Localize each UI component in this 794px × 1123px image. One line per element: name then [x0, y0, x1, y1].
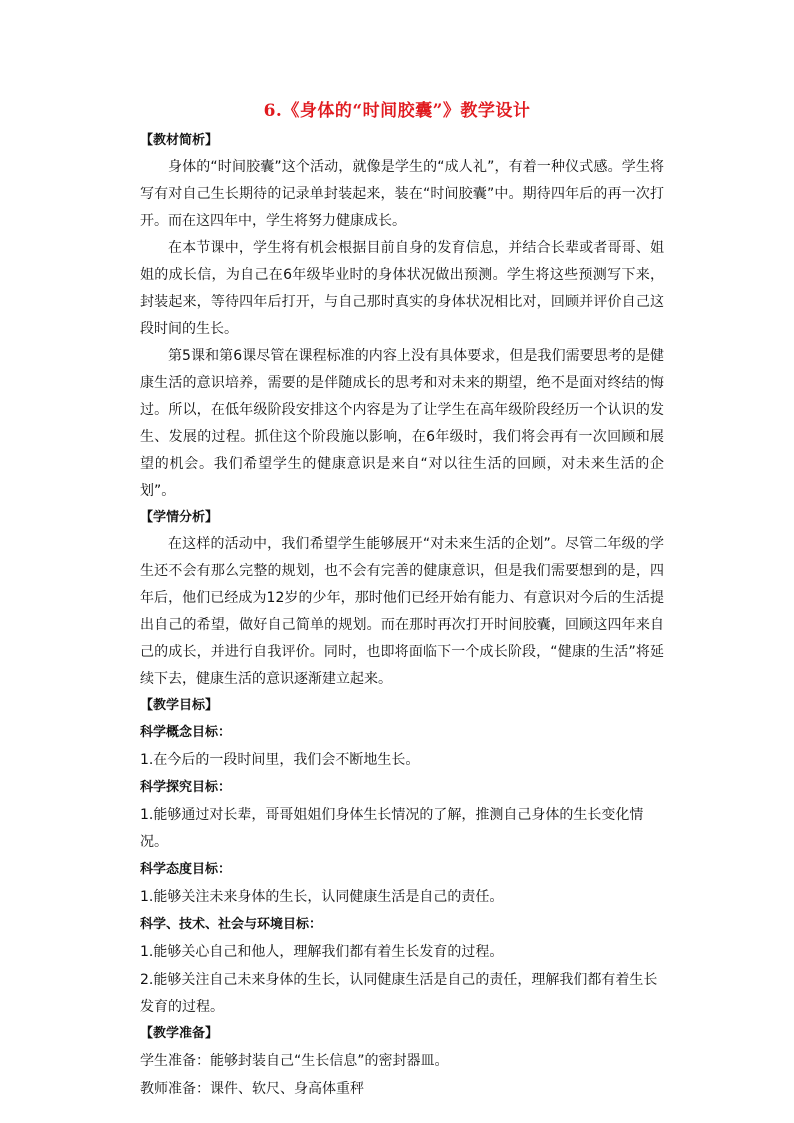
goal-stse-item-2: 2.能够关注自己未来身体的生长，认同健康生活是自己的责任，理解我们都有着生长发育的过程。: [140, 972, 658, 1015]
section-heading-students: 【学情分析】: [140, 510, 219, 525]
goal-label-concept: 科学概念目标：: [140, 725, 232, 740]
prep-teacher: 教师准备：课件、软尺、身高体重秤: [140, 1081, 364, 1097]
goal-label-stse: 科学、技术、社会与环境目标：: [140, 917, 323, 932]
students-paragraph-1: 在这样的活动中，我们希望学生能够展开“对未来生活的企划”。尽管二年级的学生还不会有那么完整的规划，也不会有完善的健康意识，但是我们需要想到的是，四年后，他们已经成为12岁的少年，那时他们已经开始有能力、有意识对今后的生活提出自己的希望，做好自己简单的规划。而在那时再次打开时间胶囊，回顾这四年来自己的成长，并进行自我评价。同时，也即将面临下一个成长阶段，“健康的生活”将延续下去，健康生活的意识逐渐建立起来。: [140, 536, 664, 687]
document-body: [140, 128, 664, 1103]
section-heading-goals: 【教学目标】: [140, 698, 219, 713]
analysis-paragraph-1: 身体的“时间胶囊”这个活动，就像是学生的“成人礼”，有着一种仪式感。学生将写有对自己生长期待的记录单封装起来，装在“时间胶囊”中。期待四年后的再一次打开。而在这四年中，学生将努力健康成长。: [140, 159, 664, 229]
goal-stse-item-1: 1.能够关心自己和他人，理解我们都有着生长发育的过程。: [140, 944, 504, 960]
goal-inquiry-item-1: 1.能够通过对长辈，哥哥姐姐们身体生长情况的了解，推测自己身体的生长变化情况。: [140, 807, 644, 850]
section-heading-prep: 【教学准备】: [140, 1026, 219, 1041]
analysis-paragraph-2: 在本节课中，学生将有机会根据目前自身的发育信息，并结合长辈或者哥哥、姐姐的成长信，为自己在6年级毕业时的身体状况做出预测。学生将这些预测写下来，封装起来，等待四年后打开，与自己那时真实的身体状况相比对，回顾并评价自己这段时间的生长。: [140, 240, 664, 337]
goal-label-attitude: 科学态度目标：: [140, 862, 232, 877]
goal-attitude-item-1: 1.能够关注未来身体的生长，认同健康生活是自己的责任。: [140, 889, 504, 905]
document-title: 6.《身体的“时间胶囊”》教学设计: [263, 101, 531, 121]
goal-label-inquiry: 科学探究目标：: [140, 780, 232, 795]
goal-concept-item-1: 1.在今后的一段时间里，我们会不断地生长。: [140, 752, 420, 768]
section-heading-analysis: 【教材简析】: [140, 133, 219, 148]
prep-student: 学生准备：能够封装自己“生长信息”的密封器皿。: [140, 1053, 449, 1069]
analysis-paragraph-3: 第5课和第6课尽管在课程标准的内容上没有具体要求，但是我们需要思考的是健康生活的意识培养，需要的是伴随成长的思考和对未来的期望，绝不是面对终结的悔过。所以，在低年级阶段安排这个内容是为了让学生在高年级阶段经历一个认识的发生、发展的过程。抓住这个阶段施以影响，在6年级时，我们将会再有一次回顾和展望的机会。我们希望学生的健康意识是来自“对以往生活的回顾，对未来生活的企划”。: [140, 348, 664, 499]
